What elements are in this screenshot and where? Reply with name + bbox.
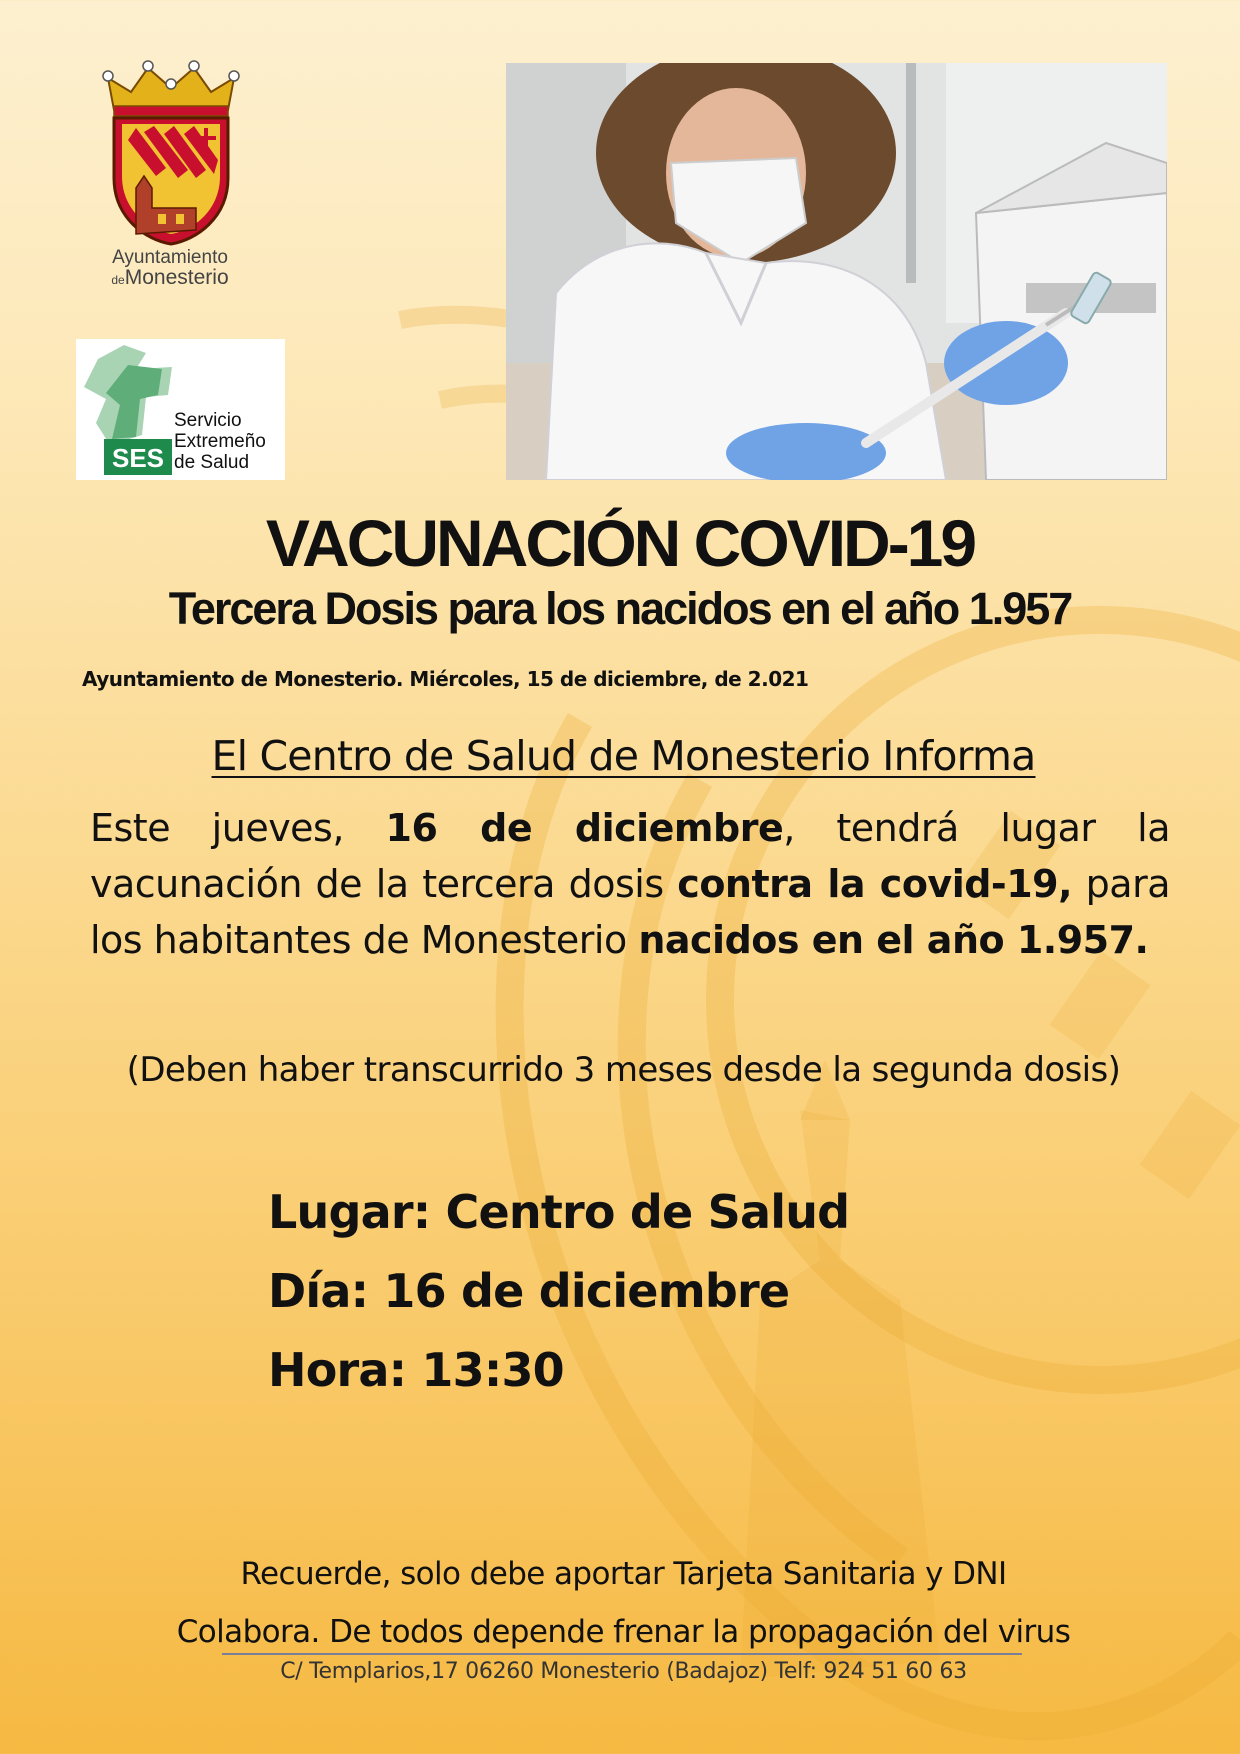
crest-caption-prefix: de	[111, 273, 125, 287]
crest-caption-name: Monesterio	[124, 266, 229, 289]
ses-name	[174, 410, 266, 473]
ses-acronym: SES	[111, 443, 165, 473]
detail-time: Hora: 13:30	[268, 1343, 564, 1397]
footer-reminder: Recuerde, solo debe aportar Tarjeta Sanitaria y DNI	[240, 1556, 1007, 1592]
dateline: Ayuntamiento de Monesterio. Miércoles, 15 de diciembre, de 2.021	[82, 667, 809, 691]
crest-caption	[70, 248, 270, 288]
para-bold-covid: contra la covid-19,	[677, 862, 1073, 906]
nurse-vaccine-illustration	[506, 63, 1167, 480]
requirement-note: (Deben haber transcurrido 3 meses desde la segunda dosis)	[126, 1050, 1121, 1090]
page-title: VACUNACIÓN COVID-19	[265, 506, 975, 580]
announcement-paragraph	[90, 800, 1170, 968]
ses-name-line1: Servicio	[174, 410, 242, 431]
para-text-3: para los habitantes de Monesterio	[90, 862, 1171, 962]
crest-watermark	[380, 260, 1240, 1754]
para-text-2: , tendrá lugar la vacunación de la tercera dosis	[90, 806, 1170, 906]
crest-caption-line2	[70, 267, 270, 288]
footer-address: C/ Templarios,17 06260 Monesterio (Badajoz) Telf: 924 51 60 63	[280, 1659, 967, 1684]
footer-collaborate: Colabora. De todos depende frenar la propagación del virus	[176, 1614, 1071, 1650]
detail-day: Día: 16 de diciembre	[268, 1264, 790, 1318]
para-bold-born: nacidos en el año 1.957.	[638, 918, 1149, 962]
para-text-1: Este jueves,	[90, 806, 386, 850]
ses-logo	[76, 339, 285, 480]
section-heading: El Centro de Salud de Monesterio Informa	[211, 732, 1036, 780]
vaccination-photo	[506, 63, 1167, 480]
ses-name-line2: Extremeño	[174, 431, 266, 452]
crest-caption-line1: Ayuntamiento	[112, 247, 228, 268]
page-subtitle: Tercera Dosis para los nacidos en el año 1.957	[168, 583, 1072, 634]
footer-divider	[222, 1653, 1022, 1655]
monesterio-crest-logo	[96, 58, 246, 248]
detail-place: Lugar: Centro de Salud	[268, 1185, 850, 1239]
para-bold-date: 16 de diciembre	[385, 806, 784, 850]
ses-name-line3: de Salud	[174, 452, 250, 473]
